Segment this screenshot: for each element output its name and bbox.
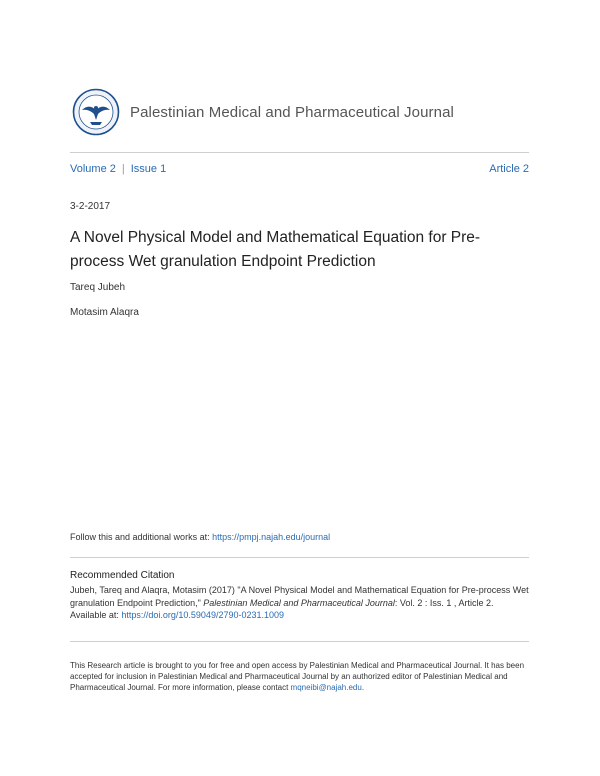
doi-link[interactable]: https://doi.org/10.59049/2790-0231.1009 xyxy=(121,610,285,620)
citation-suffix: : Vol. 2 : Iss. 1 , Article 2. xyxy=(394,597,494,608)
issue-separator: | xyxy=(121,163,125,175)
recommended-citation-heading: Recommended Citation xyxy=(70,570,175,581)
bottom-divider xyxy=(70,641,529,642)
issue-bar xyxy=(70,163,529,175)
access-notice xyxy=(70,660,530,693)
follow-text: Follow this and additional works at: xyxy=(70,532,213,542)
author-name: Tareq Jubeh xyxy=(70,282,126,293)
journal-name[interactable]: Palestinian Medical and Pharmaceutical Journal xyxy=(130,103,454,121)
citation-journal: Palestinian Medical and Pharmaceutical Journal xyxy=(203,597,395,608)
journal-header xyxy=(72,88,454,136)
available-label: Available at: xyxy=(70,610,122,620)
journal-url-link[interactable]: https://pmpj.najah.edu/journal xyxy=(212,532,331,542)
notice-end: . xyxy=(361,683,365,692)
citation-text xyxy=(70,584,530,622)
author-name: Motasim Alaqra xyxy=(70,307,139,318)
volume-link[interactable]: Volume 2 xyxy=(70,163,116,175)
top-divider xyxy=(70,152,529,153)
issue-link[interactable]: Issue 1 xyxy=(130,163,167,175)
citation-prefix: Jubeh, Tareq and Alaqra, Motasim (2017) "A Novel Physical Model and Mathematical Equation for Pre-process Wet granulation Endpoint Prediction," xyxy=(70,585,529,608)
journal-seal-icon xyxy=(72,88,120,136)
article-title: A Novel Physical Model and Mathematical Equation for Pre-process Wet granulation Endpoint Prediction xyxy=(70,229,481,270)
follow-line xyxy=(70,532,330,542)
notice-text: This Research article is brought to you for free and open access by Palestinian Medical and Pharmaceutical Journal. It has been accepted for inclusion in Palestinian Medical and Pharmaceutical Journal by an authorized editor of Palestinian Medical and Pharmaceutical Journal. For more information, please contact xyxy=(70,661,525,692)
contact-email-link[interactable]: mqneibi@najah.edu xyxy=(290,683,362,692)
article-link[interactable]: Article 2 xyxy=(489,163,529,175)
publication-date: 3-2-2017 xyxy=(70,201,111,212)
issue-info xyxy=(70,163,166,175)
middle-divider xyxy=(70,557,529,558)
